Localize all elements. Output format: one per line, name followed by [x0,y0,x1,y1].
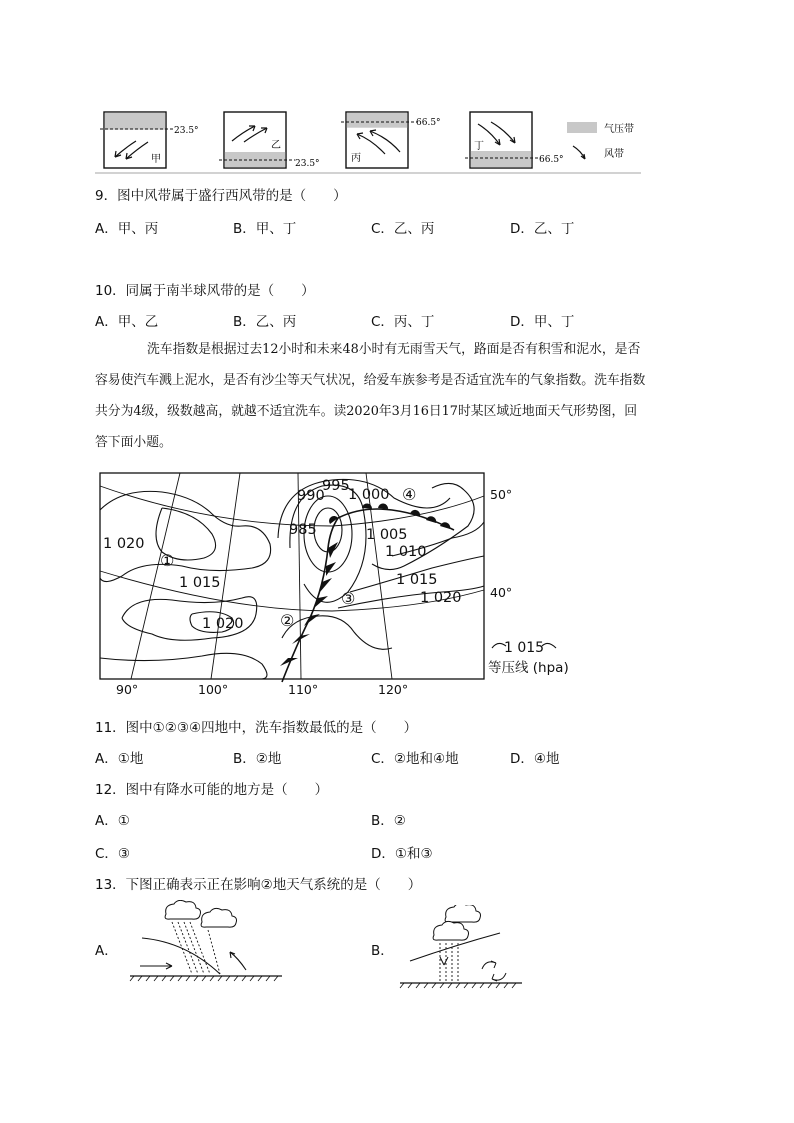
passage-line-3: 共分为4级，级数越高，就越不适宜洗车。读2020年3月16日17时某区域近地面天气形势图，回 [95,404,638,419]
q11-option-c[interactable]: C．②地和④地 [371,751,459,767]
front-diagram-b [396,905,526,991]
lat-label-yi: 23.5° [295,159,320,169]
isobar-label-995: 995 [322,478,350,494]
arrow-icon [482,961,496,969]
q9-option-a[interactable]: A．甲、丙 [95,221,159,237]
reading-passage [95,334,705,458]
arrow-icon [492,973,506,981]
passage-line-4: 答下面小题。 [95,435,172,450]
isobar-label-1005: 1 005 [366,527,408,543]
q9-option-c[interactable]: C．乙、丙 [371,221,435,237]
panel-label-jia: 甲 [151,154,161,165]
location-1: ① [160,551,175,570]
location-4: ④ [402,485,417,504]
legend-wind-belt: 风带 [604,149,624,160]
isobar-legend [488,640,569,676]
location-3: ③ [341,589,356,608]
lon-label-120: 120° [378,682,409,697]
q9-option-d[interactable]: D．乙、丁 [510,221,575,237]
q12-option-a[interactable]: A．① [95,813,130,829]
panel-label-bing: 丙 [351,153,361,164]
lon-label-90: 90° [116,682,139,697]
passage-line-2: 容易使汽车溅上泥水，是否有沙尘等天气状况，给爱车族参考是否适宜洗车的气象指数。洗车指数 [95,373,646,388]
isobar-label-990: 990 [297,488,325,504]
question-9: 9．图中风带属于盛行西风带的是（ ） [95,188,347,204]
lat-label-40: 40° [490,585,513,600]
q12-option-d[interactable]: D．①和③ [371,846,433,862]
lat-label-ding: 66.5° [539,155,564,165]
wind-panel-bing [341,112,441,168]
question-10: 10．同属于南半球风带的是（ ） [95,283,315,299]
passage-line-1: 洗车指数是根据过去12小时和未来48小时有无雨雪天气，路面是否有积雪和泥水，是否 [147,342,641,357]
q10-option-d[interactable]: D．甲、丁 [510,314,575,330]
isobar-label-1020-south: 1 020 [202,616,244,632]
lon-label-110: 110° [288,682,319,697]
wind-belt-legend [567,122,634,160]
wind-panel-ding [465,112,564,168]
q12-option-b[interactable]: B．② [371,813,406,829]
front-diagram-a [126,900,286,986]
legend-isobar-text: 等压线 (hpa) [488,660,569,676]
location-2: ② [280,611,295,630]
arrow-icon [230,952,246,970]
q9-option-b[interactable]: B．甲、丁 [233,221,297,237]
q10-option-c[interactable]: C．丙、丁 [371,314,435,330]
q11-option-a[interactable]: A．①地 [95,751,144,767]
wind-belt-figure [95,104,655,176]
q13-option-a[interactable]: A． [95,943,118,959]
weather-map [92,468,592,700]
rain-lines [172,922,220,974]
panel-label-yi: 乙 [271,140,281,151]
q13-option-b[interactable]: B． [371,943,394,959]
q10-option-b[interactable]: B．乙、丙 [233,314,297,330]
isobar-label-1020-east: 1 020 [420,590,462,606]
pressure-belt-swatch [567,122,597,133]
q12-option-c[interactable]: C．③ [95,846,131,862]
wind-panel-yi [219,112,320,169]
q11-option-d[interactable]: D．④地 [510,751,560,767]
lat-label-jia: 23.5° [174,126,199,136]
isobar-label-1015-east: 1 015 [396,572,438,588]
isobar-label-1010: 1 010 [385,544,427,560]
cloud-icon [433,905,480,940]
question-12: 12．图中有降水可能的地方是（ ） [95,782,329,798]
q11-option-b[interactable]: B．②地 [233,751,282,767]
question-11: 11．图中①②③④四地中，洗车指数最低的是（ ） [95,720,418,736]
legend-isobar-value: 1 015 [504,640,545,656]
q10-option-a[interactable]: A．甲、乙 [95,314,159,330]
lon-label-100: 100° [198,682,229,697]
panel-label-ding: 丁 [474,141,484,152]
lat-label-50: 50° [490,487,513,502]
legend-pressure-belt: 气压带 [604,124,634,135]
lat-label-bing: 66.5° [416,118,441,128]
isobar-label-985: 985 [289,522,317,538]
isobar-label-1015-west: 1 015 [179,575,221,591]
cloud-icon [165,900,236,927]
isobar-label-1000: 1 000 [348,487,390,503]
isobar-label-1020-west: 1 020 [103,536,145,552]
wind-panel-jia [100,112,199,168]
question-13: 13．下图正确表示正在影响②地天气系统的是（ ） [95,877,422,893]
